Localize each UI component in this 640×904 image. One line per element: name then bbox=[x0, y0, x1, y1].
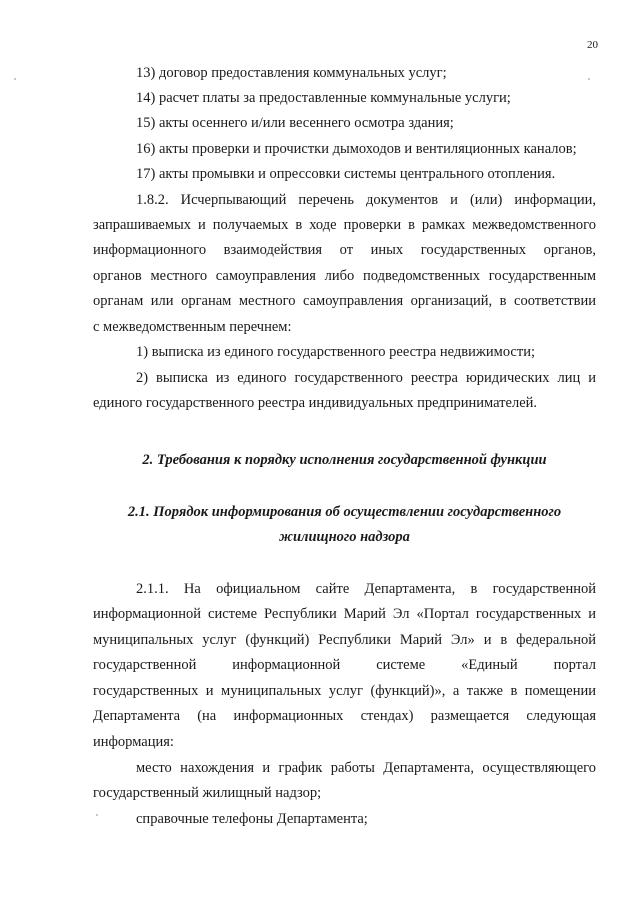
list-item: 17) акты промывки и опрессовки системы центрального отопления. bbox=[136, 166, 556, 182]
list-item: 2) выписка из единого государственного реестра юридических лиц и bbox=[136, 370, 596, 386]
list-item: справочные телефоны Департамента; bbox=[136, 811, 368, 827]
paragraph-line: с межведомственным перечнем: bbox=[93, 319, 292, 335]
list-item-continuation: государственный жилищный надзор; bbox=[93, 785, 322, 801]
paragraph-line: муниципальных услуг (функций) Республики Марий Эл» и в федеральной bbox=[93, 632, 596, 648]
list-item: 1) выписка из единого государственного реестра недвижимости; bbox=[136, 344, 535, 360]
page-number: 20 bbox=[587, 39, 598, 51]
scan-speck bbox=[96, 814, 98, 816]
section-heading: 2. Требования к порядку исполнения государственной функции bbox=[142, 452, 547, 468]
list-item: 15) акты осеннего и/или весеннего осмотра здания; bbox=[136, 115, 454, 131]
paragraph-line: 1.8.2. Исчерпывающий перечень документов и (или) информации, bbox=[136, 192, 596, 208]
paragraph-line: 2.1.1. На официальном сайте Департамента, в государственной bbox=[136, 581, 596, 597]
subsection-heading: 2.1. Порядок информирования об осуществлении государственного bbox=[127, 504, 562, 520]
list-item: место нахождения и график работы Департамента, осуществляющего bbox=[136, 760, 596, 776]
scan-speck bbox=[14, 78, 16, 80]
paragraph-line: органов местного самоуправления либо подведомственных государственным bbox=[93, 268, 596, 284]
paragraph-line: государственных и муниципальных услуг (функций)», а также в помещении bbox=[93, 683, 596, 699]
paragraph-line: органам или органам местного самоуправления организаций, в соответствии bbox=[93, 293, 596, 309]
paragraph-line: информационного взаимодействия от иных государственных органов, bbox=[93, 242, 596, 258]
paragraph-line: информация: bbox=[93, 734, 174, 750]
list-item-continuation: единого государственного реестра индивидуальных предпринимателей. bbox=[93, 395, 538, 411]
paragraph-line: информационной системе Республики Марий Эл «Портал государственных и bbox=[93, 606, 596, 622]
list-item: 16) акты проверки и прочистки дымоходов и вентиляционных каналов; bbox=[136, 141, 577, 157]
list-item: 13) договор предоставления коммунальных услуг; bbox=[136, 65, 447, 81]
paragraph-line: Департамента (на информационных стендах) размещается следующая bbox=[93, 708, 596, 724]
list-item: 14) расчет платы за предоставленные коммунальные услуги; bbox=[136, 90, 511, 106]
paragraph-line: запрашиваемых и получаемых в ходе проверки в рамках межведомственного bbox=[93, 217, 596, 233]
paragraph-line: государственной информационной системе «Единый портал bbox=[93, 657, 596, 673]
subsection-heading: жилищного надзора bbox=[279, 529, 410, 545]
